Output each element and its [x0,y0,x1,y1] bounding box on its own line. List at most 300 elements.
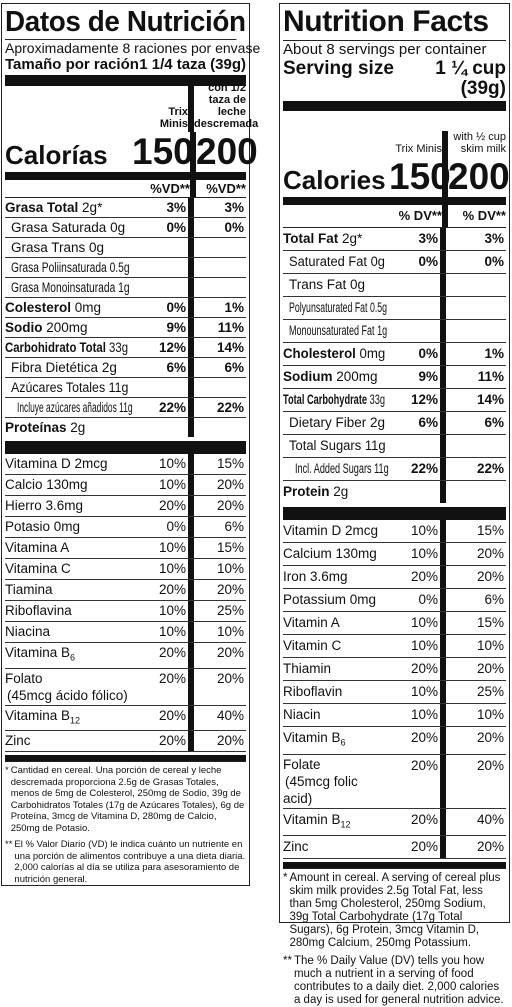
vitamin-dv-col1: 10% [410,546,438,561]
nutrient-name: Dietary Fiber [289,415,367,430]
vitamin-label [5,496,128,516]
vitamin-label [5,731,128,751]
vitamin-label [283,566,385,588]
dv-col2: %VD** [190,180,246,197]
vitamin-dv-col1: 20% [410,839,438,855]
nutrient-dv-col1: 22% [158,400,186,415]
vitamin-subscript: 6 [70,652,76,663]
vitamin-label [283,836,385,858]
nutrient-list [5,198,246,437]
nutrient-dv-col2 [440,320,506,342]
nutrient-dv-col1: 0% [166,300,186,315]
nutrient-row [5,218,246,238]
calories-col1: 150 [132,131,194,172]
nutrient-dv-col2 [188,278,246,297]
vitamin-dv-col1: 10% [158,603,186,618]
nutrient-label [5,258,128,277]
footnote-2: ** El % Valor Diario (VD) le indica cuánto un nutriente en una porción de alimentos contribuye a una dieta diaria. 2,000 calorías al día se utiliza para asesoramiento de nutrición general. [5,839,246,885]
vitamin-label [5,706,128,731]
nutrient-label [5,338,128,357]
vitamin-label [5,669,128,705]
serving-size-value: 1 ¼ cup [435,58,506,79]
nutrient-dv-col1 [128,418,188,437]
vitamin-name: Hierro 3.6mg [5,498,84,513]
vitamin-name: Potassium 0mg [283,592,377,607]
nutrient-dv-col1: 22% [410,461,438,476]
vitamin-list [5,454,246,752]
vitamin-label [283,658,385,680]
nutrient-name: Grasa Monoinsaturada [11,280,116,295]
nutrient-name: Trans Fat [289,277,347,292]
vitamin-dv-col2: 40% [440,809,506,836]
vitamin-dv-col1: 10% [410,638,438,653]
nutrient-dv-col1 [385,435,440,457]
nutrient-name: Carbohidrato Total [5,340,106,355]
label-title: Datos de Nutrición [5,6,246,38]
vitamin-row [5,580,246,601]
serving-size [5,56,246,73]
nutrient-dv-col2: 11% [440,366,506,388]
nutrient-row [5,398,246,418]
nutrient-name: Cholesterol [283,346,356,361]
footnote-2: ** The % Daily Value (DV) tells you how much a nutrient in a serving of food contributes to a daily diet. 2,000 calories a day is used for general nutrition advice. [283,955,504,1007]
vitamin-name: Folate [283,756,321,772]
vitamin-dv-col1: 10% [158,624,186,639]
vitamin-row [5,731,246,752]
english-nutrition-label [279,3,510,1007]
vitamin-name: Vitamina D 2mcg [5,456,108,471]
nutrient-label [5,298,128,317]
vitamin-row [5,475,246,496]
nutrient-label [283,389,385,411]
column-2-header: con 1/2 taza de leche descremada [188,82,246,132]
vitamin-name: Zinc [283,839,309,855]
nutrient-list [283,228,506,503]
nutrient-amount: 0mg [359,346,386,361]
vitamin-dv-col2: 25% [440,681,506,703]
vitamin-row [283,520,506,543]
nutrient-name: Total Fat [283,231,339,246]
label-title: Nutrition Facts [283,6,506,41]
serving-size-label: Serving size [283,58,394,79]
nutrient-label [283,297,388,319]
vitamin-dv-col1: 10% [158,477,186,492]
vitamin-name: Riboflavin [283,684,343,699]
nutrient-name: Grasa Total [5,200,79,215]
vitamin-name: Vitamin C [283,638,342,653]
nutrient-label [283,366,385,388]
vitamin-dv-col2: 15% [440,520,506,542]
vitamin-row [5,517,246,538]
nutrient-dv-col2: 6% [440,412,506,434]
calories-label: Calories [283,165,386,195]
vitamin-label [5,454,128,474]
serving-size [283,59,506,79]
nutrient-dv-col2 [440,274,506,296]
nutrient-label [5,378,128,397]
vitamin-row [5,622,246,643]
nutrient-row [283,366,506,389]
nutrient-dv-col1 [385,320,440,342]
column-1-header: Trix Minis [395,143,442,155]
vitamin-detail: (45mcg ácido fólico) [7,687,128,703]
vitamin-label [5,517,128,537]
vitamin-dv-col1: 20% [158,582,186,597]
vitamin-dv-col1: 10% [410,523,438,538]
nutrient-label [283,458,389,480]
vitamin-dv-col1: 10% [158,561,186,576]
nutrient-name: Incl. Added Sugars [295,461,372,476]
nutrient-dv-col2: 14% [440,389,506,411]
nutrient-amount: 0g [370,254,385,269]
vitamin-dv-col2: 6% [188,517,246,537]
vitamin-name: Vitamina C [5,561,71,576]
nutrient-dv-col1: 9% [166,320,186,335]
nutrient-dv-col2 [188,418,246,437]
nutrient-label [283,435,385,457]
vitamin-dv-col1: 20% [410,811,438,827]
vitamin-dv-col2: 10% [440,635,506,657]
nutrient-label [5,218,128,237]
vitamin-row [283,704,506,727]
vitamin-row [283,589,506,612]
vitamin-dv-col2: 20% [440,755,506,808]
nutrient-row [5,418,246,437]
vitamin-row [5,538,246,559]
nutrient-dv-col2 [188,378,246,397]
nutrient-dv-col2: 1% [188,298,246,317]
vitamin-name: Tiamina [5,582,53,597]
vitamin-dv-col1: 20% [158,498,186,513]
nutrient-dv-col2 [440,435,506,457]
vitamin-row [283,755,506,809]
vitamin-dv-col2: 20% [188,669,246,705]
vitamin-dv-col2: 20% [440,658,506,680]
vitamin-label [283,612,385,634]
vitamin-label [5,559,128,579]
column-2-header: with ½ cup skim milk [442,131,506,157]
vitamin-dv-col2: 10% [188,622,246,642]
vitamin-label [283,589,385,611]
nutrient-dv-col1: 0% [418,254,438,269]
vitamin-detail: (45mcg folic acid) [283,773,358,806]
nutrient-dv-col1 [385,274,440,296]
vitamin-row [283,566,506,589]
vitamin-label [5,475,128,495]
vitamin-name: Vitamin B [283,730,341,745]
vitamin-dv-col1: 20% [410,730,438,745]
nutrient-amount: 2g [370,415,386,430]
nutrient-dv-col1: 12% [410,392,438,407]
nutrient-amount: 1g [377,323,388,338]
nutrient-name: Grasa Saturada [11,220,107,235]
nutrient-amount: 0mg [74,300,102,315]
footnote-1: * Amount in cereal. A serving of cereal plus skim milk provides 2.5g Total Fat, less than 5mg Cholesterol, 250mg Sodium, 39g Total Carbohydrate (17g Total Sugars), 6g Protein, 3mcg Vitamin D, 280mg Calcium, 250mg Potassium. [283,872,501,950]
vitamin-dv-col1: 20% [158,733,186,749]
calories-col2: 200 [442,157,506,197]
vitamin-name: Calcium 130mg [283,546,377,561]
nutrient-dv-col1: 3% [166,200,186,215]
nutrient-dv-col1 [385,481,440,503]
vitamin-list [283,520,506,859]
vitamin-dv-col1: 20% [410,661,438,676]
nutrient-name: Grasa Trans [11,240,86,255]
vitamin-dv-col2: 20% [440,566,506,588]
nutrient-dv-col2: 22% [440,458,506,480]
vitamin-label [283,681,385,703]
vitamin-row [283,635,506,658]
nutrient-dv-col2: 3% [440,228,506,250]
vitamin-dv-col1: 20% [410,757,438,773]
nutrient-dv-col2: 3% [188,198,246,217]
vitamin-name: Vitamin D 2mcg [283,523,379,538]
serving-size-grams: (39g) [460,78,506,99]
nutrient-name: Monounsaturated Fat [289,323,375,338]
nutrient-dv-col1: 12% [158,340,186,355]
nutrient-row [283,228,506,251]
nutrient-amount: 0g [350,277,366,292]
vitamin-dv-col1: 20% [158,707,186,723]
vitamin-dv-col2: 20% [188,475,246,495]
vitamin-name: Niacina [5,624,51,639]
vitamin-label [283,809,385,836]
column-1-header: Trix Minis [159,106,188,130]
nutrient-amount: 11g [108,380,129,395]
column-headers [283,113,506,157]
nutrient-label [5,358,128,377]
nutrient-name: Polyunsaturated Fat [289,300,368,315]
vitamin-label [5,538,128,558]
nutrient-amount: 11g [364,438,386,453]
daily-value-header [283,205,506,228]
nutrient-label [283,274,385,296]
nutrient-label [5,198,128,217]
vitamin-name: Vitamina B [5,707,71,723]
nutrient-name: Proteínas [5,420,67,435]
vitamin-row [283,809,506,837]
nutrient-amount: 2g* [342,231,363,246]
vitamin-name: Zinc [5,733,31,749]
vitamin-row [283,612,506,635]
nutrient-label [283,320,388,342]
calories-row [283,156,510,205]
footnotes [283,868,506,1007]
nutrient-row [5,298,246,318]
vitamin-name: Riboflavina [5,603,72,618]
nutrient-label [283,251,385,273]
serving-size-value: 1 1/4 taza (39g) [139,56,246,73]
nutrient-dv-col2 [188,238,246,257]
vitamin-row [5,496,246,517]
nutrient-row [5,238,246,258]
vitamin-dv-col1: 0% [418,592,438,607]
servings-per-container: Aproximadamente 8 raciones por envase [5,40,261,56]
divider-bar [283,507,506,520]
footnote-1: * Cantidad en cereal. Una porción de cereal y leche descremada proporciona 2.5g de Grasas Totales, menos de 5mg de Colesterol, 250mg de Sodio, 39g de Carbohidratos Totales (17g de Azúcares Totales), 6g de Proteína, 3mcg de Vitamina D, 280mg de Calcio, 250mg de Potasio. [5,765,245,834]
nutrient-label [5,318,128,337]
servings-per-container: About 8 servings per container [283,41,487,58]
nutrient-dv-col1: 6% [418,415,438,430]
nutrient-name: Fibra Dietética [11,360,99,375]
vitamin-dv-col1: 20% [158,670,186,686]
nutrient-row [5,378,246,398]
nutrient-row [5,198,246,218]
vitamin-dv-col1: 10% [410,615,438,630]
nutrient-row [5,278,246,298]
nutrient-name: Protein [283,484,330,499]
nutrient-row [283,412,506,435]
nutrient-name: Saturated Fat [289,254,367,269]
vitamin-dv-col2: 10% [188,559,246,579]
column-headers [5,82,259,132]
nutrient-dv-col1: 0% [166,220,186,235]
nutrient-amount: 200mg [336,369,378,384]
vitamin-dv-col1: 10% [158,540,186,555]
vitamin-dv-col1: 10% [410,684,438,699]
nutrient-amount: 2g* [82,200,103,215]
nutrient-name: Incluye azúcares añadidos [17,400,117,415]
vitamin-dv-col2: 20% [188,731,246,751]
vitamin-row [5,559,246,580]
dv-col1: % DV** [398,208,442,223]
vitamin-name: Calcio 130mg [5,477,88,492]
calories-row [5,131,258,180]
vitamin-name: Niacin [283,707,321,722]
nutrient-row [283,389,506,412]
nutrient-dv-col2 [440,297,506,319]
vitamin-label [283,704,385,726]
nutrient-label [283,481,385,503]
vitamin-dv-col2: 25% [188,601,246,621]
vitamin-name: Iron 3.6mg [283,569,348,584]
nutrient-row [5,318,246,338]
vitamin-label [283,543,385,565]
divider-bar [5,441,246,454]
vitamin-label [283,520,385,542]
calories-col1: 150 [389,156,451,197]
vitamin-dv-col2: 15% [188,454,246,474]
nutrient-amount: 200mg [46,320,88,335]
calories-label: Calorías [5,140,108,170]
vitamin-row [5,601,246,622]
daily-value-header [5,180,246,198]
vitamin-label [283,755,385,808]
vitamin-subscript: 12 [70,715,81,726]
nutrient-amount: 2g [70,420,86,435]
nutrient-amount: 33g [369,392,386,407]
nutrient-name: Grasa Poliinsaturada [11,260,107,275]
footnotes [5,761,246,885]
nutrient-dv-col1 [385,297,440,319]
vitamin-dv-col2: 20% [440,836,506,858]
nutrient-amount: 11g [119,400,133,415]
nutrient-dv-col2: 0% [188,218,246,237]
vitamin-dv-col2: 20% [440,727,506,754]
nutrient-row [283,274,506,297]
dv-col1: %VD** [150,181,190,196]
nutrient-row [283,435,506,458]
nutrient-dv-col1 [128,258,188,277]
vitamin-name: Vitamin A [283,615,340,630]
nutrient-row [283,297,506,320]
vitamin-name: Folato [5,670,43,686]
vitamin-label [5,601,128,621]
nutrient-dv-col1 [128,278,188,297]
vitamin-row [283,727,506,755]
vitamin-dv-col1: 10% [158,456,186,471]
calories-col2: 200 [190,132,246,172]
vitamin-dv-col2: 40% [188,706,246,731]
vitamin-name: Vitamina B [5,645,71,660]
spanish-nutrition-label [1,3,261,886]
nutrient-dv-col1 [128,378,188,397]
vitamin-label [5,622,128,642]
serving-size-label: Tamaño por ración [5,56,139,73]
nutrient-dv-col2: 22% [188,398,246,417]
vitamin-row [5,669,246,706]
vitamin-dv-col1: 10% [410,707,438,722]
vitamin-dv-col2: 20% [440,543,506,565]
nutrient-dv-col2 [440,481,506,503]
vitamin-row [283,681,506,704]
nutrient-amount: 1g [118,280,130,295]
divider-bar [283,101,506,111]
nutrient-label [283,343,385,365]
nutrient-dv-col2: 0% [440,251,506,273]
vitamin-row [5,454,246,475]
vitamin-dv-col1: 20% [158,645,186,660]
vitamin-dv-col2: 15% [440,612,506,634]
vitamin-label [283,635,385,657]
vitamin-dv-col2: 20% [188,643,246,668]
nutrient-name: Total Carbohydrate [283,392,368,407]
nutrient-dv-col1: 6% [166,360,186,375]
vitamin-row [283,658,506,681]
vitamin-label [5,580,128,600]
nutrient-amount: 0g [110,220,126,235]
vitamin-dv-col1: 0% [166,519,186,534]
vitamin-name: Vitamin B [283,811,341,827]
nutrient-amount: 11g [374,461,389,476]
vitamin-dv-col2: 15% [188,538,246,558]
nutrient-label [5,418,128,437]
vitamin-subscript: 6 [340,737,346,748]
nutrient-row [283,343,506,366]
vitamin-row [283,836,506,859]
nutrient-row [283,458,506,481]
vitamin-row [5,706,246,732]
vitamin-dv-col1: 20% [410,569,438,584]
vitamin-name: Vitamina A [5,540,70,555]
vitamin-dv-col2: 10% [440,704,506,726]
vitamin-row [283,543,506,566]
nutrient-name: Colesterol [5,300,72,315]
nutrient-dv-col1 [128,238,188,257]
nutrient-dv-col2: 6% [188,358,246,377]
nutrient-label [5,398,133,417]
nutrient-label [283,228,385,250]
nutrient-row [5,258,246,278]
vitamin-label [283,727,385,754]
nutrient-amount: 2g [333,484,349,499]
nutrient-dv-col2: 14% [188,338,246,357]
nutrient-dv-col1: 9% [418,369,438,384]
nutrient-amount: 0.5g [369,300,388,315]
vitamin-dv-col2: 20% [188,580,246,600]
nutrient-label [283,412,385,434]
nutrient-dv-col2: 1% [440,343,506,365]
nutrient-label [5,238,128,257]
